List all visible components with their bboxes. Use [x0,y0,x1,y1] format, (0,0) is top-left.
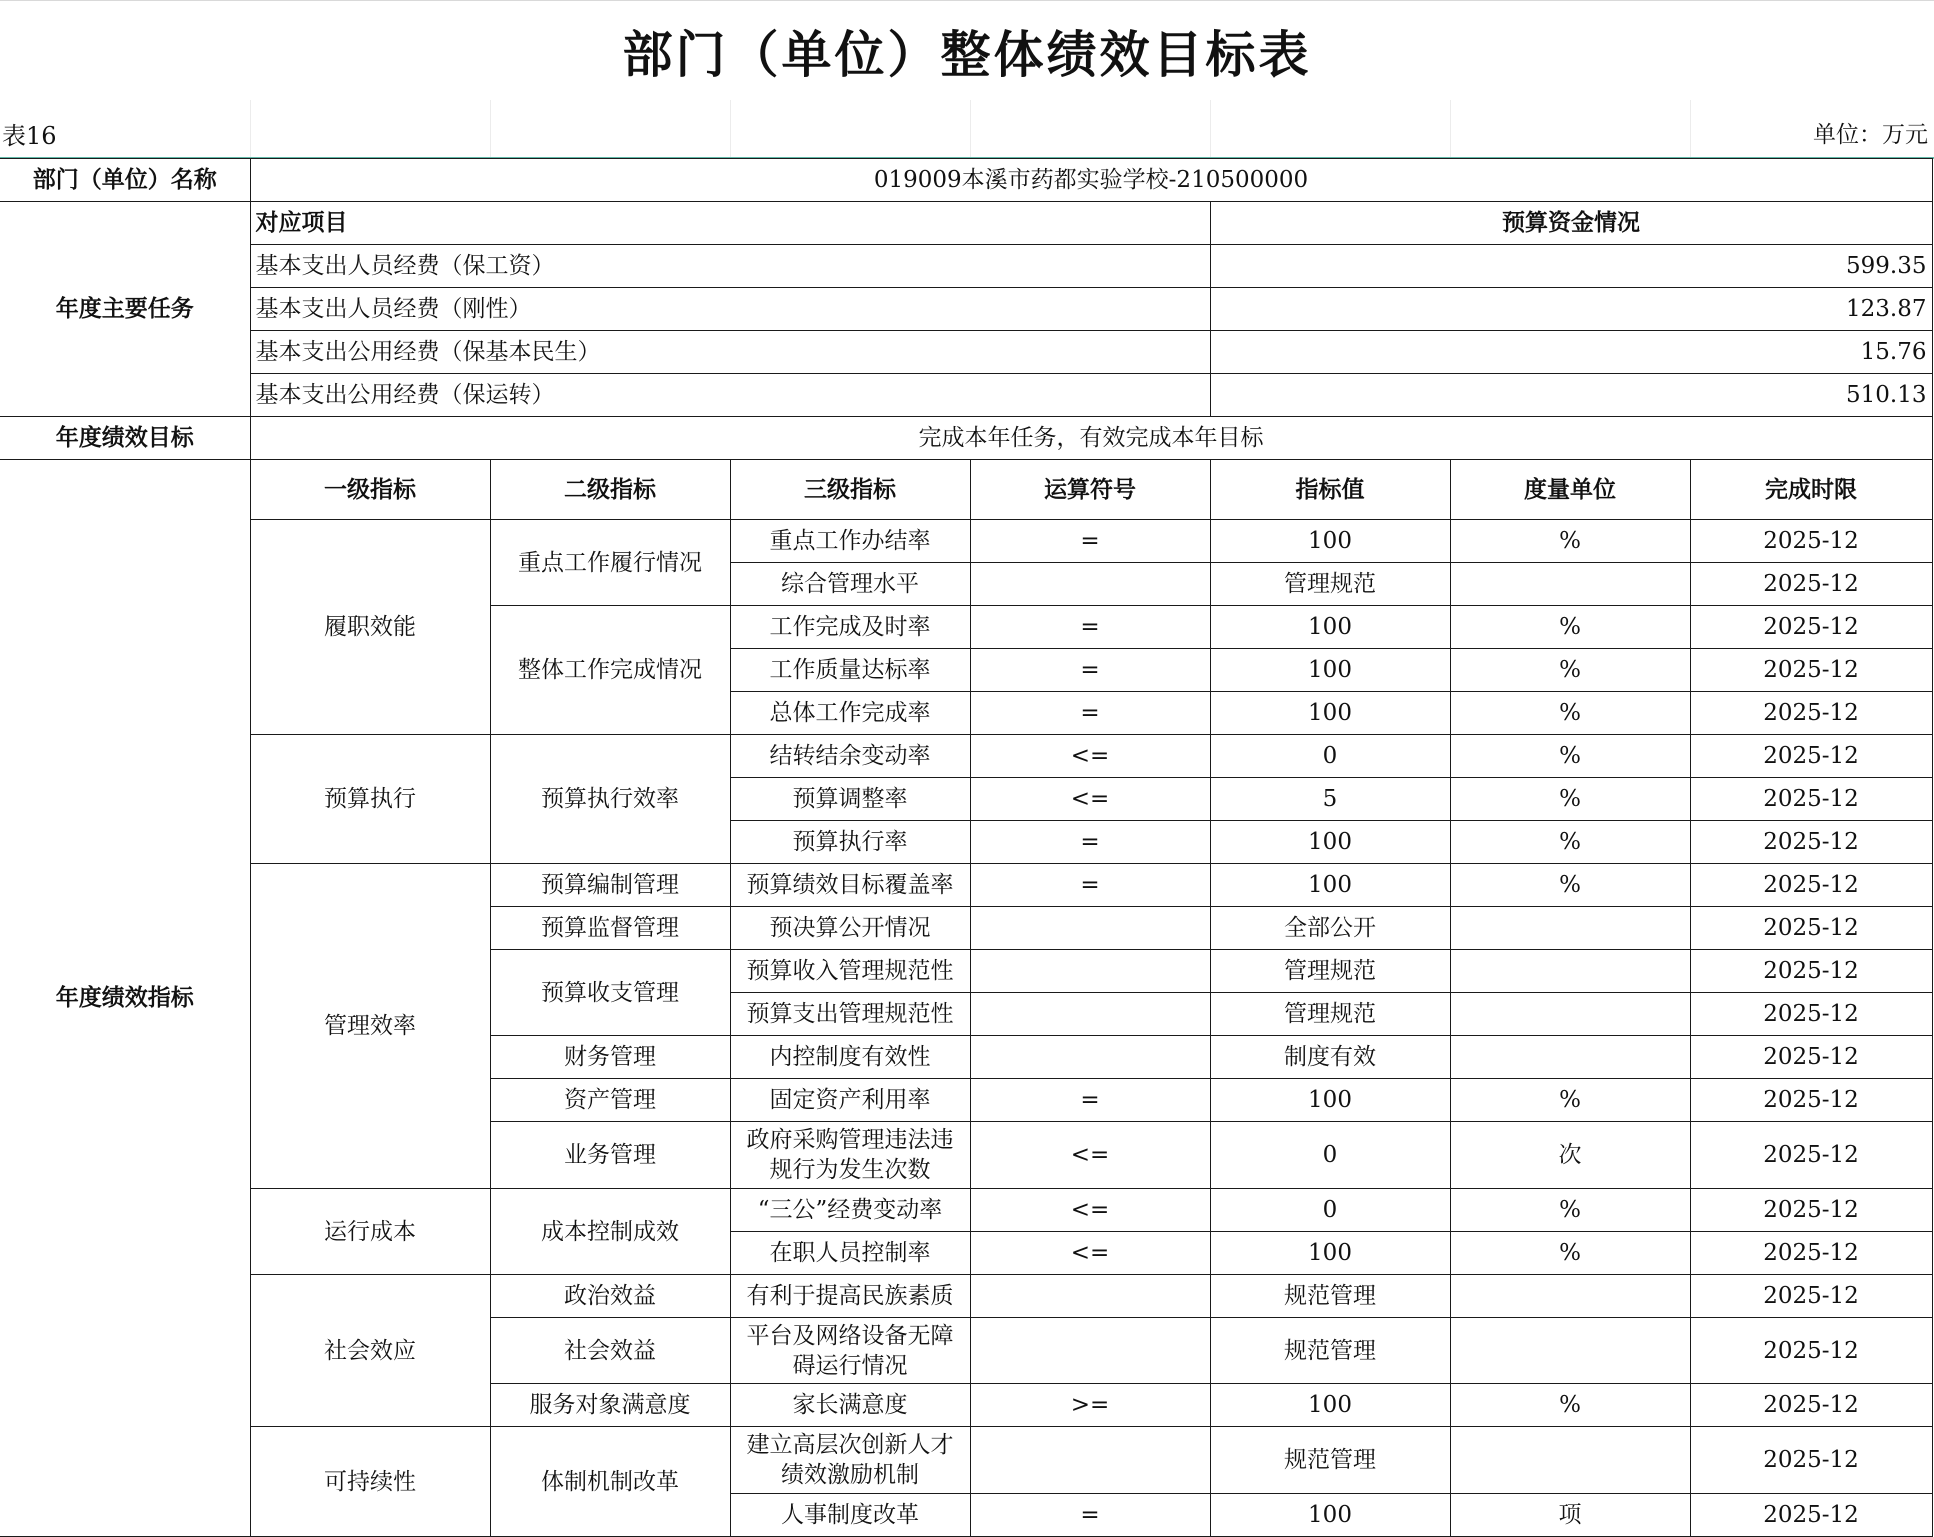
level3-cell: 工作质量达标率 [730,649,970,692]
unit-cell [1450,1036,1690,1079]
level3-cell: 人事制度改革 [730,1494,970,1537]
operator-cell: = [970,1494,1210,1537]
value-cell: 规范管理 [1210,1318,1450,1384]
level3-cell: 预算调整率 [730,778,970,821]
level2-cell: 预算编制管理 [490,864,730,907]
level2-cell: 预算收支管理 [490,950,730,1036]
unit-cell: % [1450,692,1690,735]
operator-cell [970,907,1210,950]
level2-cell: 社会效益 [490,1318,730,1384]
unit-cell: 项 [1450,1494,1690,1537]
unit-cell: % [1450,864,1690,907]
sub-cell [250,100,491,157]
indicators-label: 年度绩效指标 [0,460,250,1537]
level3-cell: 综合管理水平 [730,563,970,606]
deadline-cell: 2025-12 [1690,1384,1932,1427]
goal-label: 年度绩效目标 [0,417,250,460]
operator-cell: <= [970,735,1210,778]
tasks-header-project: 对应项目 [250,202,1210,245]
operator-cell [970,1318,1210,1384]
value-cell: 管理规范 [1210,950,1450,993]
level1-cell: 履职效能 [250,520,490,735]
value-cell: 全部公开 [1210,907,1450,950]
operator-cell: <= [970,1189,1210,1232]
indicator-header: 三级指标 [730,460,970,520]
indicator-header: 指标值 [1210,460,1450,520]
operator-cell: = [970,692,1210,735]
dept-name: 019009本溪市药都实验学校-210500000 [250,159,1932,202]
page-title: 部门（单位）整体绩效目标表 [0,0,1934,101]
level3-cell: 预决算公开情况 [730,907,970,950]
level3-cell: “三公”经费变动率 [730,1189,970,1232]
level3-cell: 建立高层次创新人才绩效激励机制 [730,1427,970,1494]
sub-cell [730,100,971,157]
value-cell: 100 [1210,1384,1450,1427]
deadline-cell: 2025-12 [1690,520,1932,563]
operator-cell: >= [970,1384,1210,1427]
level2-cell: 业务管理 [490,1122,730,1189]
task-project: 基本支出公用经费（保运转） [250,374,1210,417]
level2-cell: 预算监督管理 [490,907,730,950]
value-cell: 100 [1210,692,1450,735]
value-cell: 100 [1210,520,1450,563]
goal-text: 完成本年任务，有效完成本年目标 [250,417,1932,460]
unit-cell [1450,1318,1690,1384]
unit-cell: % [1450,1384,1690,1427]
tasks-header-budget: 预算资金情况 [1210,202,1932,245]
level1-cell: 管理效率 [250,864,490,1189]
unit-cell: % [1450,1189,1690,1232]
value-cell: 规范管理 [1210,1275,1450,1318]
sub-cell [970,100,1211,157]
unit-cell: % [1450,735,1690,778]
sub-cell [1210,100,1451,157]
dept-label: 部门（单位）名称 [0,159,250,202]
level2-cell: 财务管理 [490,1036,730,1079]
unit-cell: % [1450,649,1690,692]
indicator-header: 度量单位 [1450,460,1690,520]
unit-cell: 次 [1450,1122,1690,1189]
deadline-cell: 2025-12 [1690,1494,1932,1537]
unit-label: 单位：万元 [1813,122,1928,148]
level1-cell: 预算执行 [250,735,490,864]
operator-cell [970,993,1210,1036]
operator-cell [970,1275,1210,1318]
value-cell: 制度有效 [1210,1036,1450,1079]
level3-cell: 结转结余变动率 [730,735,970,778]
deadline-cell: 2025-12 [1690,864,1932,907]
operator-cell: = [970,520,1210,563]
unit-cell: % [1450,1232,1690,1275]
deadline-cell: 2025-12 [1690,735,1932,778]
unit-cell: % [1450,606,1690,649]
operator-cell [970,1427,1210,1494]
value-cell: 100 [1210,1079,1450,1122]
value-cell: 5 [1210,778,1450,821]
level2-cell: 成本控制成效 [490,1189,730,1275]
deadline-cell: 2025-12 [1690,1318,1932,1384]
level3-cell: 预算绩效目标覆盖率 [730,864,970,907]
value-cell: 0 [1210,1122,1450,1189]
tasks-label: 年度主要任务 [0,202,250,417]
deadline-cell: 2025-12 [1690,993,1932,1036]
unit-cell: % [1450,778,1690,821]
level2-cell: 资产管理 [490,1079,730,1122]
task-project: 基本支出人员经费（刚性） [250,288,1210,331]
level3-cell: 总体工作完成率 [730,692,970,735]
performance-table [0,158,1933,1537]
value-cell: 管理规范 [1210,563,1450,606]
level3-cell: 重点工作办结率 [730,520,970,563]
task-amount: 15.76 [1210,331,1932,374]
deadline-cell: 2025-12 [1690,1189,1932,1232]
deadline-cell: 2025-12 [1690,692,1932,735]
level3-cell: 工作完成及时率 [730,606,970,649]
level3-cell: 在职人员控制率 [730,1232,970,1275]
level1-cell: 可持续性 [250,1427,490,1537]
level1-cell: 运行成本 [250,1189,490,1275]
sub-cell [1450,100,1691,157]
level3-cell: 预算执行率 [730,821,970,864]
deadline-cell: 2025-12 [1690,649,1932,692]
value-cell: 100 [1210,606,1450,649]
indicator-header: 运算符号 [970,460,1210,520]
unit-cell [1450,950,1690,993]
sub-cell [490,100,731,157]
operator-cell: = [970,864,1210,907]
deadline-cell: 2025-12 [1690,1427,1932,1494]
level3-cell: 平台及网络设备无障碍运行情况 [730,1318,970,1384]
unit-cell: % [1450,821,1690,864]
value-cell: 100 [1210,821,1450,864]
level3-cell: 政府采购管理违法违规行为发生次数 [730,1122,970,1189]
level3-cell: 预算收入管理规范性 [730,950,970,993]
deadline-cell: 2025-12 [1690,1122,1932,1189]
value-cell: 100 [1210,864,1450,907]
operator-cell: <= [970,1232,1210,1275]
operator-cell: <= [970,1122,1210,1189]
operator-cell: = [970,1079,1210,1122]
deadline-cell: 2025-12 [1690,778,1932,821]
level2-cell: 预算执行效率 [490,735,730,864]
value-cell: 100 [1210,649,1450,692]
level2-cell: 重点工作履行情况 [490,520,730,606]
level3-cell: 预算支出管理规范性 [730,993,970,1036]
deadline-cell: 2025-12 [1690,1275,1932,1318]
indicator-header: 二级指标 [490,460,730,520]
level2-cell: 服务对象满意度 [490,1384,730,1427]
table-number: 表16 [2,122,57,150]
unit-cell: % [1450,1079,1690,1122]
sub-header-row [0,100,1934,159]
deadline-cell: 2025-12 [1690,821,1932,864]
unit-cell [1450,1427,1690,1494]
unit-cell: % [1450,520,1690,563]
deadline-cell: 2025-12 [1690,907,1932,950]
level3-cell: 有利于提高民族素质 [730,1275,970,1318]
operator-cell [970,1036,1210,1079]
level3-cell: 家长满意度 [730,1384,970,1427]
level1-cell: 社会效应 [250,1275,490,1427]
level3-cell: 内控制度有效性 [730,1036,970,1079]
task-project: 基本支出人员经费（保工资） [250,245,1210,288]
deadline-cell: 2025-12 [1690,1036,1932,1079]
deadline-cell: 2025-12 [1690,1232,1932,1275]
deadline-cell: 2025-12 [1690,563,1932,606]
unit-cell [1450,563,1690,606]
operator-cell: = [970,649,1210,692]
unit-cell [1450,993,1690,1036]
value-cell: 规范管理 [1210,1427,1450,1494]
indicator-header: 完成时限 [1690,460,1932,520]
task-amount: 599.35 [1210,245,1932,288]
value-cell: 0 [1210,735,1450,778]
unit-cell [1450,1275,1690,1318]
operator-cell [970,950,1210,993]
operator-cell: = [970,821,1210,864]
task-project: 基本支出公用经费（保基本民生） [250,331,1210,374]
deadline-cell: 2025-12 [1690,950,1932,993]
value-cell: 100 [1210,1232,1450,1275]
value-cell: 管理规范 [1210,993,1450,1036]
operator-cell [970,563,1210,606]
value-cell: 100 [1210,1494,1450,1537]
level2-cell: 政治效益 [490,1275,730,1318]
unit-cell [1450,907,1690,950]
deadline-cell: 2025-12 [1690,606,1932,649]
level2-cell: 体制机制改革 [490,1427,730,1537]
task-amount: 510.13 [1210,374,1932,417]
level3-cell: 固定资产利用率 [730,1079,970,1122]
operator-cell: <= [970,778,1210,821]
operator-cell: = [970,606,1210,649]
value-cell: 0 [1210,1189,1450,1232]
level2-cell: 整体工作完成情况 [490,606,730,735]
task-amount: 123.87 [1210,288,1932,331]
indicator-header: 一级指标 [250,460,490,520]
deadline-cell: 2025-12 [1690,1079,1932,1122]
